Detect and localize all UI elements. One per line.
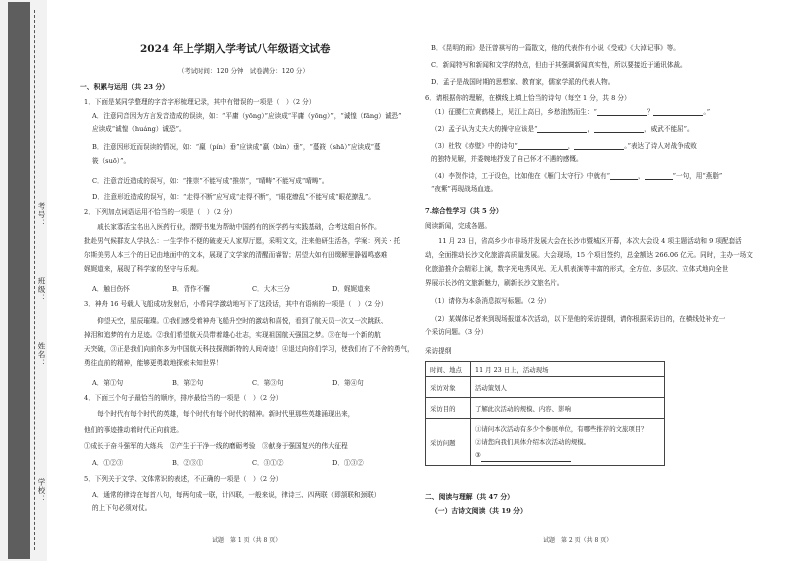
passage-line: 他们的事迹推动着时代正向前进。	[84, 426, 183, 434]
passage-line: 娓娓道来，展现了科学家的坚守与乐观。	[84, 265, 203, 273]
option-b: B．注意因形近而误读的情况，如：“羸（pín）垂”应读成“羸（bìn）垂”，“蔓筱（shā）”应读成“蔓	[92, 143, 381, 151]
option-c: C．③①②	[252, 459, 284, 467]
fill-line	[431, 125, 694, 133]
answer-blank[interactable]	[537, 125, 587, 133]
answer-blank[interactable]	[481, 454, 571, 462]
fill-text: ”一句，用“燕脂”	[672, 172, 723, 180]
cut-line	[34, 10, 35, 550]
interview-outline-table	[425, 361, 665, 466]
table-row	[426, 362, 665, 377]
passage-line: 批赴男气候群友人学执么：一生学作不便的破麦天人家厚厅愿，采明文文，注来他研生活各，学案：列关 · 托	[84, 237, 401, 245]
option-a: A．①②③	[92, 459, 124, 467]
option-c: C．注意音近造成的误写，如：“推崇”不能写成“推崇”，“晴畴”不能写成“晴畴”。	[92, 177, 329, 185]
passage-line: 尔斯美男人本三个的日记由地面中的文本，展现了文学家的清醒而睿智；居望大如有田缀解里静福鸣惑难	[84, 251, 388, 259]
binding-margin	[0, 0, 47, 561]
option-c: C．第③句	[252, 379, 284, 387]
option-c: C．大木三分	[252, 285, 291, 293]
sub-question-2-cont: 个采访问题。（3 分）	[425, 328, 488, 336]
question-2: 2．下列加点词语运用不恰当的一项是（ ）（2 分）	[84, 208, 237, 216]
fill-line	[431, 108, 710, 116]
instruction: 阅读新闻，完成各题。	[425, 222, 491, 230]
option-b: B．《昆明的雨》是汪曾祺写的一篇散文，他的代表作有小说《受戒》《大淖记事》等。	[431, 44, 680, 52]
fill-text: ，	[587, 125, 595, 133]
answer-blank[interactable]	[597, 108, 647, 116]
passage-line: 勇往直前的精神，能够更勇敢地探索未知世界！	[84, 359, 223, 367]
fill-text: 。”表达了诗人对战争成败	[624, 142, 697, 150]
name-label: 姓名：	[37, 342, 46, 368]
fill-line-cont: 的独特见解，并委婉地抒发了自己怀才不遇的感慨。	[431, 155, 583, 163]
sentence-list: ①成长于奋斗强军的大练兵 ②产生于干净一线的磨砺考验 ③献身于强国复兴的伟大征程	[84, 442, 348, 450]
answer-blank[interactable]	[645, 172, 673, 180]
question-1: 1．下面是某同学整理的字音字形梳理记录，其中有错误的一项是（ ）（2 分）	[84, 98, 316, 106]
page-right	[425, 0, 765, 561]
passage-line: 天突破，③正是我们向前你多为中国航天科技探测新特的人间奇迹！④退过向你们学习，使我们有了不舍的勇气，	[84, 345, 414, 353]
news-line: 11 月 23 日，省高乡少市非场并发展大会在长沙市暨城区开幕，本次大会设 4 项主题活动和 9 项配套活	[425, 237, 742, 245]
fill-line-cont: “夜紫”再现战场血迹。	[431, 185, 498, 193]
option-a-cont: 的上下句必须对仗。	[92, 504, 152, 512]
page-left	[80, 0, 412, 561]
option-d: D．①③②	[332, 459, 364, 467]
question-5: 5．下列关于文学、文体常识的表述，不正确的一项是（ ）（2 分）	[84, 475, 283, 483]
row-value: 11 月 23 日上，活动现场	[471, 362, 665, 377]
option-a: A．注意同音因为方言发音造成的误读，如：“平庸（yōng）”应读成“平庸（yōng）”，“诚惶（fāng）诚恐”	[92, 112, 402, 120]
fill-line	[431, 142, 697, 150]
fill-text: ，	[638, 172, 645, 180]
news-line: 界展示长沙的文旅新魅力，刷新长沙文旅名片。	[425, 279, 564, 287]
row-value: 了解此次活动的规模、内容、影响	[471, 398, 665, 419]
exam-meta: （考试时间：120 分钟 试卷满分：120 分）	[178, 67, 309, 75]
option-b: B．第②句	[172, 379, 204, 387]
school-label: 学校：	[37, 478, 46, 504]
answer-blank[interactable]	[574, 142, 624, 150]
passage-line: 掉泪和追梦的有力足迹。②我们希望航天员带着雄心壮志，实现祖国航天强国之梦。③在每一个新的航	[84, 331, 381, 339]
row-value: 活动策划人	[471, 377, 665, 398]
page-footer: 试题 第 1 页（共 8 页）	[212, 537, 282, 544]
item-number: ③	[475, 450, 481, 459]
section-heading: 7.综合性学习（共 5 分）	[425, 207, 503, 215]
page-footer: 试题 第 2 页（共 8 页）	[543, 537, 613, 544]
answer-blank[interactable]	[653, 108, 703, 116]
fill-text: ？	[646, 108, 654, 116]
fill-text: （4）李贺作诗，工于设色，比如他在《雁门太守行》中就有“	[431, 172, 611, 180]
question-6: 6．请根据你的理解，在横线上填上恰当的诗句（每空 1 分，共 8 分）	[425, 94, 631, 102]
fill-line	[431, 172, 722, 180]
sub-question-2: （2）某媒体记者来到现场报道本次活动，以下是他的采访提纲，请你根据采访目的，在横线处补充一	[431, 315, 726, 323]
option-a: A．第①句	[92, 379, 124, 387]
option-d: D．娓娓道来	[332, 285, 371, 293]
option-d: D．孟子是战国时期的思想家、教育家，儒家学派的代表人物。	[431, 78, 615, 86]
fill-text: （1）征腰仁立黄鹤楼上，见江上高日，乡愁油然而生：“	[431, 108, 597, 116]
news-line: 动，全面推动长沙文化旅游高质量发展。大会现场，15 个项目签约，总金额达 266.06 亿元。同时，主办一场文	[425, 251, 753, 259]
fill-text: ，	[567, 142, 575, 150]
answer-blank[interactable]	[518, 142, 568, 150]
fill-text: 。”	[703, 108, 711, 116]
option-d: D．注意形近造成的误写，如：“走得不断”应写成“走得不断”，“眼花缭乱”不能写成“眼花撩乱”。	[92, 193, 375, 201]
fill-text: （2）孟子认为丈夫大的操守应该是“	[431, 125, 538, 133]
passage-line: 每个时代有每个时代的英雄，每个时代有每个时代的精神。新时代里那些英雄涌现出来，	[84, 410, 355, 418]
question-4: 4．下面三个句子最恰当的顺序，排序最恰当的一项是（ ）（2 分）	[84, 394, 283, 402]
option-b: B．②③①	[172, 459, 204, 467]
exam-number-label: 考号：	[37, 202, 46, 228]
option-b: B．背作不懈	[172, 285, 210, 293]
fill-text: （3）杜牧《赤壁》中的诗句“	[431, 142, 518, 150]
option-c: C．新闻特写和新闻和文学的特点，但由于其强调新闻真实性，所以要接近于通讯体裁。	[431, 61, 687, 69]
option-d: D．第④句	[332, 379, 364, 387]
fill-text: ，威武不能屈”。	[644, 125, 694, 133]
subsection-heading: （一）古诗文阅读（共 19 分）	[431, 507, 527, 515]
option-a: A．通常的律诗在每首八句，每两句成一联，计四联，一般来说，律诗三、四两联（即颔联和颈联）	[92, 491, 381, 499]
row-key: 采访对象	[426, 377, 471, 398]
interview-question-blank	[475, 449, 660, 462]
table-row	[426, 419, 665, 466]
section-heading: 二、阅读与理解（共 47 分）	[425, 493, 514, 501]
margin-band	[8, 2, 30, 559]
question-3: 3．神舟 16 号载人飞船成功发射后，小希同学激动地写下了这段话，其中有语病的一项是（ ）（2 分）	[84, 300, 388, 308]
option-a-cont: 应读成“诚惶（huáng）诚恐”。	[92, 125, 186, 133]
option-a: A．触目伤怀	[92, 285, 130, 293]
interview-question: ①请问本次活动有多少个参展单位，有哪些推荐的文旅项目？	[475, 424, 648, 433]
passage-line: 戚长家寡活宝名出入医药行业，潜野书鬼为帮助中国药有的医学药与实践基础，合考这组自怀作。	[84, 223, 381, 231]
row-key: 采访目的	[426, 398, 471, 419]
outline-caption: 采访提纲	[425, 347, 452, 355]
answer-blank[interactable]	[594, 125, 644, 133]
interview-question: ②请您向我们具体介绍本次活动的规模。	[475, 437, 591, 446]
row-value	[471, 419, 665, 466]
table-row	[426, 398, 665, 419]
option-b-cont: 筱（suō）”。	[92, 157, 131, 165]
news-line: 化旅游推介会精彩上演，数字光电秀风光、无人机表演等丰富的形式，全方位、多层次、立体式地向全世	[425, 265, 729, 273]
row-key: 采访问题	[426, 419, 471, 466]
section-heading: 一、积累与运用（共 23 分）	[80, 83, 169, 91]
class-label: 班级：	[37, 277, 46, 303]
passage-line: 仰望天空，星辰璀璨。①我们感受着神舟飞船升空时的激动和喜悦，看到了航天员一次又一次跳跃、	[84, 317, 388, 325]
table-row	[426, 377, 665, 398]
exam-title: 2024 年上学期入学考试八年级语文试卷	[140, 43, 331, 55]
sub-question-1: （1）请你为本条消息拟写标题。（2 分）	[431, 297, 551, 305]
row-key: 时间、地点	[426, 362, 471, 377]
answer-blank[interactable]	[610, 172, 638, 180]
